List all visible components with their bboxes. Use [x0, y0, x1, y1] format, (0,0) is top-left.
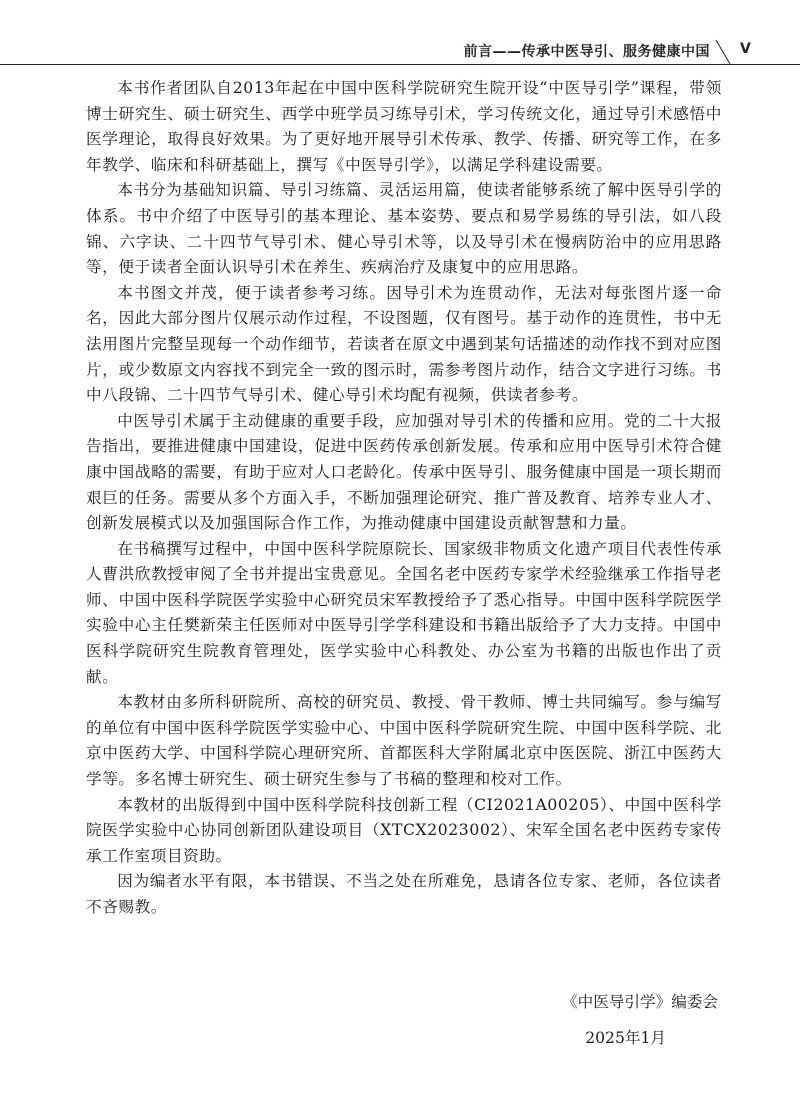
- paragraph-acknowledgements: 在书稿撰写过程中，中国中医科学院原院长、国家级非物质文化遗产项目代表性传承人曹洪欣教授审阅了全书并提出宝贵意见。全国名老中医药专家学术经验继承工作指导老师、中国中医科学院医学实验中心研究员宋军教授给予了悉心指导。中国中医科学院医学实验中心主任樊新荣主任医师对中医导引学学科建设和书籍出版给予了大力支持。中国中医科学院研究生院教育管理处，医学实验中心科教处、办公室为书籍的出版也作出了贡献。: [86, 539, 722, 686]
- header-rule: [0, 64, 800, 65]
- paragraph-illustrations: 本书图文并茂，便于读者参考习练。因导引术为连贯动作，无法对每张图片逐一命名，因此大部分图片仅展示动作过程，不设图题，仅有图号。基于动作的连贯性，书中无法用图片完整呈现每一个动作细节，若读者在原文中遇到某句话描述的动作找不到对应图片，或少数原文内容找不到完全一致的图示时，需参考图片动作，结合文字进行习练。书中八段锦、二十四节气导引术、健心导引术均配有视频，供读者参考。: [86, 283, 722, 405]
- running-header-title: 前言——传承中医导引、服务健康中国: [463, 44, 710, 60]
- running-header: [0, 40, 800, 66]
- paragraph-book-structure: 本书分为基础知识篇、导引习练篇、灵活运用篇，使读者能够系统了解中医导引学的体系。书中介绍了中医导引的基本理论、基本姿势、要点和易学易练的导引法，如八段锦、六字诀、二十四节气导引术、健心导引术等，以及导引术在慢病防治中的应用思路等，便于读者全面认识导引术在养生、疾病治疗及康复中的应用思路。: [86, 181, 722, 277]
- paragraph-funding: 本教材的出版得到中国中医科学院科技创新工程（CI2021A00205）、中国中医科学院医学实验中心协同创新团队建设项目（XTCX2023002）、宋军全国名老中医药专家传承工作室项目资助。: [86, 795, 722, 865]
- header-divider-slash: [714, 38, 734, 66]
- page-number: V: [740, 41, 751, 57]
- paragraph-contributors: 本教材由多所科研院所、高校的研究员、教授、骨干教师、博士共同编写。参与编写的单位有中国中医科学院医学实验中心、中国中医科学院研究生院、中国中医科学院、北京中医药大学、中国科学院心理研究所、首都医科大学附属北京中医医院、浙江中医药大学等。多名博士研究生、硕士研究生参与了书稿的整理和校对工作。: [86, 693, 722, 789]
- signature-block: [498, 984, 718, 1056]
- signature-author: 《中医导引学》编委会: [562, 993, 718, 1011]
- preface-body: [86, 76, 722, 921]
- paragraph-healthy-china: 中医导引术属于主动健康的重要手段，应加强对导引术的传播和应用。党的二十大报告指出，要推进健康中国建设，促进中医药传承创新发展。传承和应用中医导引术符合健康中国战略的需要，有助于应对人口老龄化。传承中医导引、服务健康中国是一项长期而艰巨的任务。需要从多个方面入手，不断加强理论研究、推广普及教育、培养专业人才、创新发展模式以及加强国际合作工作，为推动健康中国建设贡献智慧和力量。: [86, 411, 722, 533]
- paragraph-course-history: 本书作者团队自2013年起在中国中医科学院研究生院开设“中医导引学”课程，带领博士研究生、硕士研究生、西学中班学员习练导引术，学习传统文化，通过导引术感悟中医学理论，取得良好效果。为了更好地开展导引术传承、教学、传播、研究等工作，在多年教学、临床和科研基础上，撰写《中医导引学》，以满足学科建设需要。: [86, 79, 722, 174]
- paragraph-closing: 因为编者水平有限，本书错误、不当之处在所难免，恳请各位专家、老师，各位读者不吝赐教。: [86, 872, 722, 916]
- signature-date: 2025年1月: [585, 1029, 666, 1047]
